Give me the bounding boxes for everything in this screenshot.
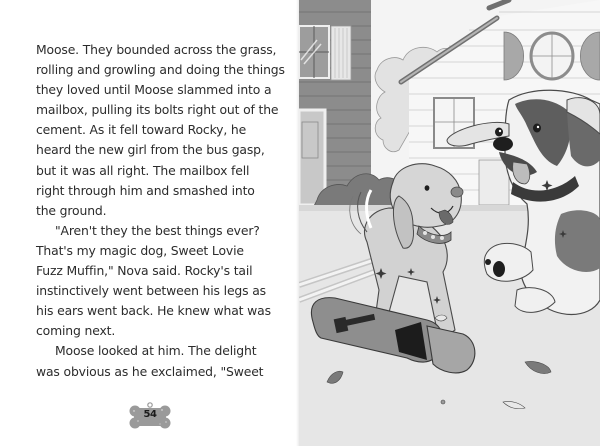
text-line: they loved until Moose slammed into a xyxy=(36,82,272,98)
text-line: instinctively went between his legs as xyxy=(36,283,266,299)
page-number-badge xyxy=(129,402,171,430)
text-line: the ground. xyxy=(36,202,107,218)
story-text xyxy=(36,40,298,382)
text-line: mailbox, pulling its bolts right out of the xyxy=(36,102,279,118)
page-number: 54 xyxy=(143,409,157,420)
illustration-page xyxy=(299,0,600,446)
shutter xyxy=(331,26,351,80)
story-illustration xyxy=(299,0,600,446)
text-line: "Aren't they the best things ever? xyxy=(55,222,260,238)
text-line: Moose looked at him. The delight xyxy=(55,343,257,359)
text-line: Moose. They bounded across the grass, xyxy=(36,42,277,57)
text-line: his ears went back. He knew what was xyxy=(36,303,271,319)
door xyxy=(299,110,325,205)
text-line: but it was all right. The mailbox fell xyxy=(36,162,250,178)
dog-paw xyxy=(484,243,533,281)
text-line: Fuzz Muffin," Nova said. Rocky's tail xyxy=(36,263,253,279)
text-line: coming next. xyxy=(36,323,116,339)
text-line: That's my magic dog, Sweet Lovie xyxy=(36,242,244,258)
text-line: heard the new girl from the bus gasp, xyxy=(36,142,265,158)
left-page xyxy=(0,0,299,446)
text-line: right through him and smashed into xyxy=(36,182,255,198)
text-line: rolling and growling and doing the things xyxy=(36,62,285,78)
text-line: was obvious as he exclaimed, "Sweet xyxy=(36,363,264,379)
text-line: cement. As it fell toward Rocky, he xyxy=(36,122,247,138)
